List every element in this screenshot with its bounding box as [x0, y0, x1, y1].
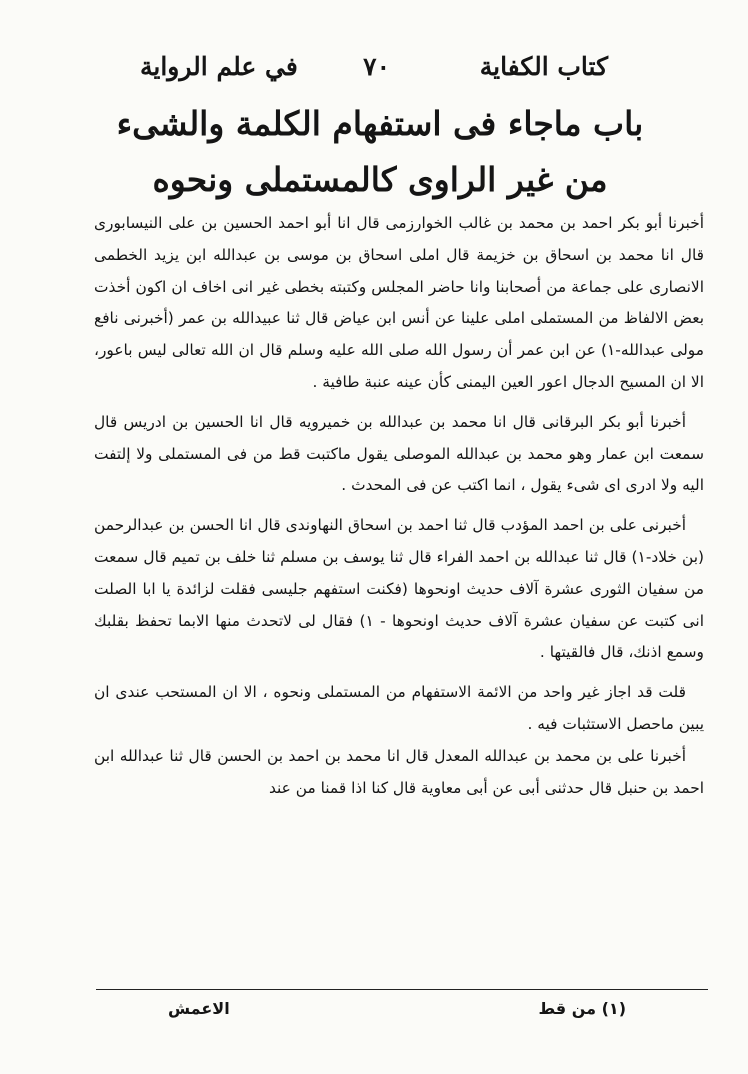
paragraph-2 — [94, 407, 704, 502]
chapter-title-line-2: من غير الراوى كالمستملى ونحوه — [152, 160, 608, 199]
text-line: رسول الله صلى الله عليه وسلم قال ان الله تعالى ليس باعور، الا ان المسيح الدجال — [94, 341, 704, 391]
body-text — [94, 208, 704, 804]
text-line: من فى المستملى ولا إلتفت اليه ولا ادرى اى شىء يقول ، انما اكتب عن فى — [94, 444, 704, 495]
text-line: ابن عياض قال ثنا عبيدالله بن عمر (أخبرنى نافع مولى عبدالله-١) عن ابن عمر أن — [94, 309, 704, 360]
text-line: قلت قد اجاز غير واحد من الائمة الاستفهام من المستملى ونحوه ، الا ان — [222, 683, 686, 702]
text-line: أخبرنا أبو بكر احمد بن محمد بن غالب الخوارزمى قال انا أبو احمد الحسين بن على — [168, 214, 704, 232]
text-line: النيسابورى قال انا محمد بن اسحاق بن خزيمة قال املى اسحاق بن موسى بن عبدالله — [94, 214, 704, 264]
text-line: قال فالقيتها . — [539, 643, 624, 662]
paragraph-4 — [94, 677, 704, 741]
text-line: أخبرنا أبو بكر البرقانى قال انا محمد بن عبدالله بن خميرويه قال انا الحسين بن — [172, 412, 686, 431]
text-line: ادريس قال سمعت ابن عمار وهو محمد بن عبدالله الموصلى يقول ماكتبت قط — [94, 412, 704, 463]
paragraph-5 — [94, 741, 704, 805]
paragraph-3 — [94, 510, 704, 669]
text-line: المحدث . — [341, 476, 402, 495]
footnote-divider — [96, 989, 708, 990]
text-line: ثنا خلف بن تميم قال سمعت من سفيان الثورى عشرة آلاف حديث اونحوها — [94, 547, 704, 598]
footnote-marker: (١) من قط — [538, 999, 626, 1018]
chapter-title-line-1: باب ماجاء فى استفهام الكلمة والشىء — [116, 104, 644, 143]
text-line: أخبرنى على بن احمد المؤدب قال ثنا احمد بن اسحاق النهاوندى قال انا الحسن بن — [168, 516, 686, 535]
paragraph-1 — [94, 208, 704, 399]
page-header — [140, 52, 608, 92]
book-title: كتاب الكفاية — [479, 52, 608, 81]
text-line: اعور العين اليمنى كأن عينه عنبة طافية . — [312, 372, 568, 391]
footnote-text: الاعمش — [168, 999, 230, 1018]
text-line: ابن يزيد الخطمى الانصارى على جماعة من أصحابنا وانا حاضر المجلس وكتبته بخطى — [94, 245, 704, 296]
text-line: ابن احمد بن حنبل قال حدثنى أبى عن أبى معاوية قال كنا اذا قمنا من عند — [94, 746, 704, 797]
header-subject: في علم الرواية — [140, 52, 298, 81]
text-line: أخبرنا على بن محمد بن عبدالله المعدل قال انا محمد بن احمد بن الحسن قال ثنا عبدالله — [119, 746, 686, 765]
text-line: غير انى اخاف ان اكون أخذت بعض الالفاظ من المستملى املى علينا عن أنس — [94, 277, 704, 328]
text-line: آلاف حديث اونحوها - ١) فقال لى لاتحدث منها الابما تحفظ بقلبك وسمع اذنك، — [94, 611, 704, 662]
text-line: المستحب عندى ان يبين ماحصل الاستثبات فيه . — [94, 683, 704, 733]
text-line: عبدالرحمن (بن خلاد-١) قال ثنا عبدالله بن احمد الفراء قال ثنا يوسف بن مسلم — [94, 516, 704, 566]
page-number: ٧٠ — [363, 52, 390, 81]
text-line: (فكنت استفهم جليسى فقلت لزائدة يا ابا الصلت انى كتبت عن سفيان عشرة — [94, 579, 704, 630]
